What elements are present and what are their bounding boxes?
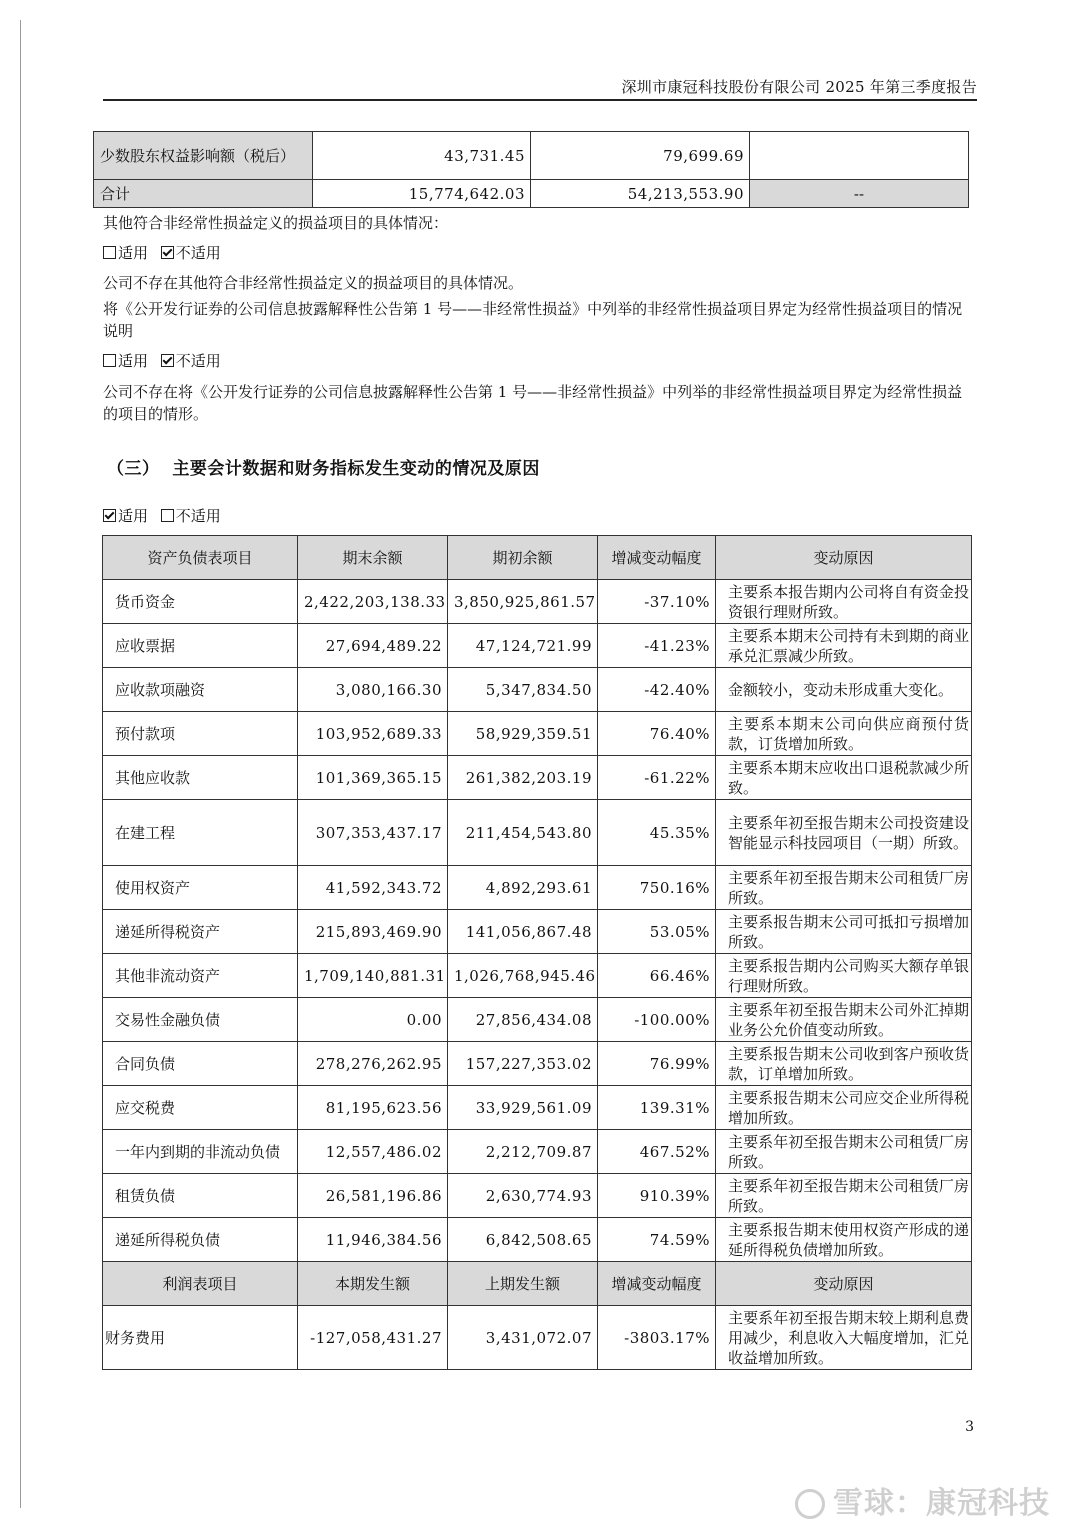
begin-balance: 2,630,774.93 (448, 1174, 598, 1218)
change-reason: 主要系本期末公司持有未到期的商业承兑汇票减少所致。 (716, 624, 972, 668)
table-row (103, 712, 972, 756)
label-applicable: 适用 (118, 352, 149, 370)
label-applicable: 适用 (118, 507, 149, 525)
snowball-logo-icon (795, 1489, 825, 1519)
section-number: （三） (107, 459, 160, 479)
change-percent: 45.35% (598, 800, 716, 866)
table-row (103, 756, 972, 800)
column-header: 增减变动幅度 (598, 1262, 716, 1306)
change-reason: 主要系年初至报告期末公司外汇掉期业务公允价值变动所致。 (716, 998, 972, 1042)
item-name: 财务费用 (103, 1306, 298, 1370)
table-row (103, 1086, 972, 1130)
end-balance: 307,353,437.17 (298, 800, 448, 866)
header-rule (103, 99, 977, 101)
table-row (103, 668, 972, 712)
checkbox-not-applicable[interactable] (161, 246, 174, 259)
column-header: 本期发生额 (298, 1262, 448, 1306)
item-name: 货币资金 (103, 580, 298, 624)
end-balance: -127,058,431.27 (298, 1306, 448, 1370)
column-header: 变动原因 (716, 1262, 972, 1306)
item-name: 合同负债 (103, 1042, 298, 1086)
table-row (103, 624, 972, 668)
end-balance: 101,369,365.15 (298, 756, 448, 800)
item-name: 预付款项 (103, 712, 298, 756)
table-row (94, 132, 969, 180)
paragraph-reclassification: 将《公开发行证券的公司信息披露解释性公告第 1 号——非经常性损益》中列举的非经常性损益项目界定为经常性损益项目的情况说明 (103, 300, 963, 340)
end-balance: 215,893,469.90 (298, 910, 448, 954)
item-name: 在建工程 (103, 800, 298, 866)
end-balance: 81,195,623.56 (298, 1086, 448, 1130)
note-cell (750, 132, 969, 180)
change-percent: -100.00% (598, 998, 716, 1042)
begin-balance: 141,056,867.48 (448, 910, 598, 954)
begin-balance: 261,382,203.19 (448, 756, 598, 800)
end-balance: 12,557,486.02 (298, 1130, 448, 1174)
item-name: 使用权资产 (103, 866, 298, 910)
watermark (795, 1478, 1050, 1522)
begin-balance: 58,929,359.51 (448, 712, 598, 756)
change-percent: 66.46% (598, 954, 716, 998)
end-balance: 26,581,196.86 (298, 1174, 448, 1218)
begin-balance: 3,850,925,861.57 (448, 580, 598, 624)
current-period-value: 15,774,642.03 (313, 180, 531, 208)
change-percent: -61.22% (598, 756, 716, 800)
change-percent: -37.10% (598, 580, 716, 624)
item-name: 应收款项融资 (103, 668, 298, 712)
end-balance: 0.00 (298, 998, 448, 1042)
change-percent: 76.40% (598, 712, 716, 756)
item-name: 应交税费 (103, 1086, 298, 1130)
change-reason: 主要系本报告期内公司将自有资金投资银行理财所致。 (716, 580, 972, 624)
column-header: 期末余额 (298, 536, 448, 580)
item-name: 交易性金融负债 (103, 998, 298, 1042)
watermark-name: 康冠科技 (926, 1486, 1050, 1521)
section-heading: 主要会计数据和财务指标发生变动的情况及原因 (172, 459, 540, 479)
applicability-row-1 (103, 242, 965, 264)
non-recurring-items-table (93, 131, 969, 208)
change-percent: 910.39% (598, 1174, 716, 1218)
end-balance: 2,422,203,138.33 (298, 580, 448, 624)
end-balance: 103,952,689.33 (298, 712, 448, 756)
change-reason: 主要系本期末公司向供应商预付货款，订货增加所致。 (716, 712, 972, 756)
item-name: 应收票据 (103, 624, 298, 668)
change-percent: 750.16% (598, 866, 716, 910)
change-reason: 主要系报告期末公司应交企业所得税增加所致。 (716, 1086, 972, 1130)
ytd-value: 54,213,553.90 (531, 180, 750, 208)
end-balance: 3,080,166.30 (298, 668, 448, 712)
label-not-applicable: 不适用 (175, 352, 221, 370)
begin-balance: 27,856,434.08 (448, 998, 598, 1042)
applicability-row-3 (103, 505, 965, 527)
paragraph-no-reclassification: 公司不存在将《公开发行证券的公司信息披露解释性公告第 1 号——非经常性损益》中列举的非经常性损益项目界定为经常性损益的项目的情形。 (103, 383, 963, 423)
change-percent: -42.40% (598, 668, 716, 712)
item-name: 其他应收款 (103, 756, 298, 800)
column-header: 期初余额 (448, 536, 598, 580)
table-row (103, 1130, 972, 1174)
change-reason: 主要系报告期末使用权资产形成的递延所得税负债增加所致。 (716, 1218, 972, 1262)
table-row (103, 1174, 972, 1218)
table-row (103, 866, 972, 910)
paragraph-no-other-items: 公司不存在其他符合非经常性损益定义的损益项目的具体情况。 (103, 274, 524, 292)
change-percent: -41.23% (598, 624, 716, 668)
checkbox-applicable[interactable] (103, 246, 116, 259)
label-applicable: 适用 (118, 244, 149, 262)
table-row (103, 954, 972, 998)
financial-changes-table (102, 535, 972, 1370)
label-not-applicable: 不适用 (175, 507, 221, 525)
ytd-value: 79,699.69 (531, 132, 750, 180)
table-row (103, 998, 972, 1042)
checkbox-not-applicable[interactable] (161, 354, 174, 367)
item-name: 递延所得税负债 (103, 1218, 298, 1262)
applicability-row-2 (103, 350, 965, 372)
change-percent: 53.05% (598, 910, 716, 954)
page-header: 深圳市康冠科技股份有限公司 2025 年第三季度报告 (621, 78, 977, 96)
item-name: 一年内到期的非流动负债 (103, 1130, 298, 1174)
checkbox-applicable[interactable] (103, 509, 116, 522)
change-percent: 467.52% (598, 1130, 716, 1174)
section-title (107, 454, 540, 479)
table-header-row (103, 536, 972, 580)
column-header: 利润表项目 (103, 1262, 298, 1306)
begin-balance: 211,454,543.80 (448, 800, 598, 866)
end-balance: 41,592,343.72 (298, 866, 448, 910)
paragraph-other-items: 其他符合非经常性损益定义的损益项目的具体情况： (103, 214, 449, 232)
begin-balance: 47,124,721.99 (448, 624, 598, 668)
table-row (103, 800, 972, 866)
change-reason: 主要系年初至报告期末公司租赁厂房所致。 (716, 1174, 972, 1218)
checkbox-applicable[interactable] (103, 354, 116, 367)
change-reason: 主要系报告期末公司可抵扣亏损增加所致。 (716, 910, 972, 954)
row-label: 合计 (94, 180, 313, 208)
change-reason: 主要系年初至报告期末公司投资建设智能显示科技园项目（一期）所致。 (716, 800, 972, 866)
page-number: 3 (965, 1419, 974, 1435)
change-reason: 金额较小，变动未形成重大变化。 (716, 668, 972, 712)
page-border-left (20, 20, 21, 1508)
begin-balance: 1,026,768,945.46 (448, 954, 598, 998)
end-balance: 27,694,489.22 (298, 624, 448, 668)
change-reason: 主要系报告期内公司购买大额存单银行理财所致。 (716, 954, 972, 998)
table-row (103, 1042, 972, 1086)
begin-balance: 5,347,834.50 (448, 668, 598, 712)
change-reason: 主要系年初至报告期末公司租赁厂房所致。 (716, 1130, 972, 1174)
change-percent: 139.31% (598, 1086, 716, 1130)
end-balance: 11,946,384.56 (298, 1218, 448, 1262)
current-period-value: 43,731.45 (313, 132, 531, 180)
begin-balance: 33,929,561.09 (448, 1086, 598, 1130)
column-header: 资产负债表项目 (103, 536, 298, 580)
begin-balance: 2,212,709.87 (448, 1130, 598, 1174)
item-name: 其他非流动资产 (103, 954, 298, 998)
table-header-row (103, 1262, 972, 1306)
change-reason: 主要系年初至报告期末较上期利息费用减少，利息收入大幅度增加，汇兑收益增加所致。 (716, 1306, 972, 1370)
row-label: 少数股东权益影响额（税后） (94, 132, 313, 180)
table-row (103, 910, 972, 954)
item-name: 递延所得税资产 (103, 910, 298, 954)
change-reason: 主要系年初至报告期末公司租赁厂房所致。 (716, 866, 972, 910)
begin-balance: 157,227,353.02 (448, 1042, 598, 1086)
change-percent: 76.99% (598, 1042, 716, 1086)
note-cell: -- (750, 180, 969, 208)
change-percent: -3803.17% (598, 1306, 716, 1370)
change-percent: 74.59% (598, 1218, 716, 1262)
item-name: 租赁负债 (103, 1174, 298, 1218)
checkbox-not-applicable[interactable] (161, 509, 174, 522)
column-header: 上期发生额 (448, 1262, 598, 1306)
label-not-applicable: 不适用 (175, 244, 221, 262)
begin-balance: 3,431,072.07 (448, 1306, 598, 1370)
column-header: 变动原因 (716, 536, 972, 580)
change-reason: 主要系本期末应收出口退税款减少所致。 (716, 756, 972, 800)
end-balance: 278,276,262.95 (298, 1042, 448, 1086)
column-header: 增减变动幅度 (598, 536, 716, 580)
begin-balance: 4,892,293.61 (448, 866, 598, 910)
begin-balance: 6,842,508.65 (448, 1218, 598, 1262)
end-balance: 1,709,140,881.31 (298, 954, 448, 998)
watermark-prefix: 雪球： (833, 1486, 926, 1521)
table-row (103, 1306, 972, 1370)
change-reason: 主要系报告期末公司收到客户预收货款，订单增加所致。 (716, 1042, 972, 1086)
table-row (103, 580, 972, 624)
table-row (94, 180, 969, 208)
table-row (103, 1218, 972, 1262)
